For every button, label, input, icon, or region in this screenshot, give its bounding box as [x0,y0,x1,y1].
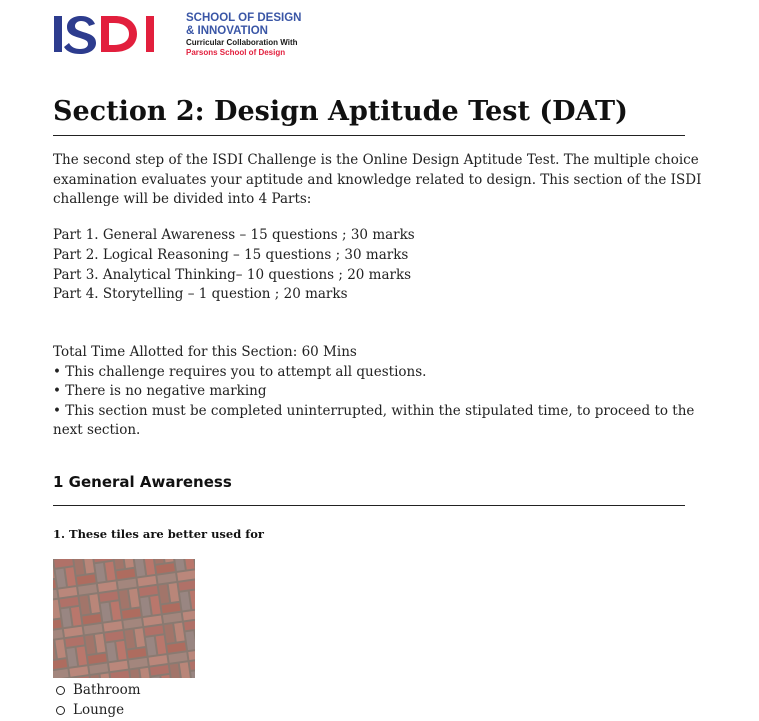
section-title: Section 2: Design Aptitude Test (DAT) [53,96,628,127]
parts-list [53,226,415,305]
part-item: Part 4. Storytelling – 1 question ; 20 marks [53,286,348,303]
brick-tiles-image [53,559,195,678]
title-divider [53,135,685,136]
time-allotted: Total Time Allotted for this Section: 60 Mins [53,344,357,360]
logo-line-4: Parsons School of Design [186,48,286,57]
isdi-wordmark [53,10,175,58]
part-item: Part 3. Analytical Thinking– 10 questions ; 20 marks [53,266,412,283]
logo-tagline [186,12,301,58]
option-bathroom[interactable] [53,681,141,701]
rule-item: • This challenge requires you to attempt all questions. [53,363,427,380]
answer-options [53,681,141,720]
rule-item: • There is no negative marking [53,383,267,400]
section-intro: The second step of the ISDI Challenge is the Online Design Aptitude Test. The multiple choice examination evaluates your aptitude and knowledge related to design. This section of the ISDI challenge will be divided into 4 Parts: [53,152,702,207]
logo-line-1: SCHOOL OF DESIGN [186,12,302,24]
part-divider [53,505,685,506]
rule-item: • This section must be completed uninterrupted, within the stipulated time, to proceed to the next section. [53,402,695,439]
part-item: Part 2. Logical Reasoning – 15 questions ; 30 marks [53,246,409,263]
isdi-logo [53,10,353,58]
logo-line-3: Curricular Collaboration With [186,38,298,47]
option-label: Lounge [73,701,125,718]
option-lounge[interactable] [53,701,141,721]
radio-button[interactable] [56,706,65,715]
part-item: Part 1. General Awareness – 15 questions ; 30 marks [53,227,415,243]
option-label: Bathroom [73,682,141,698]
part-heading: 1 General Awareness [53,473,232,491]
isdi-wordmark-graphic [53,10,175,58]
radio-button[interactable] [56,686,65,695]
question-title: 1. These tiles are better used for [53,527,264,541]
logo-line-2: & INNOVATION [186,25,268,37]
rules-list [53,343,718,441]
